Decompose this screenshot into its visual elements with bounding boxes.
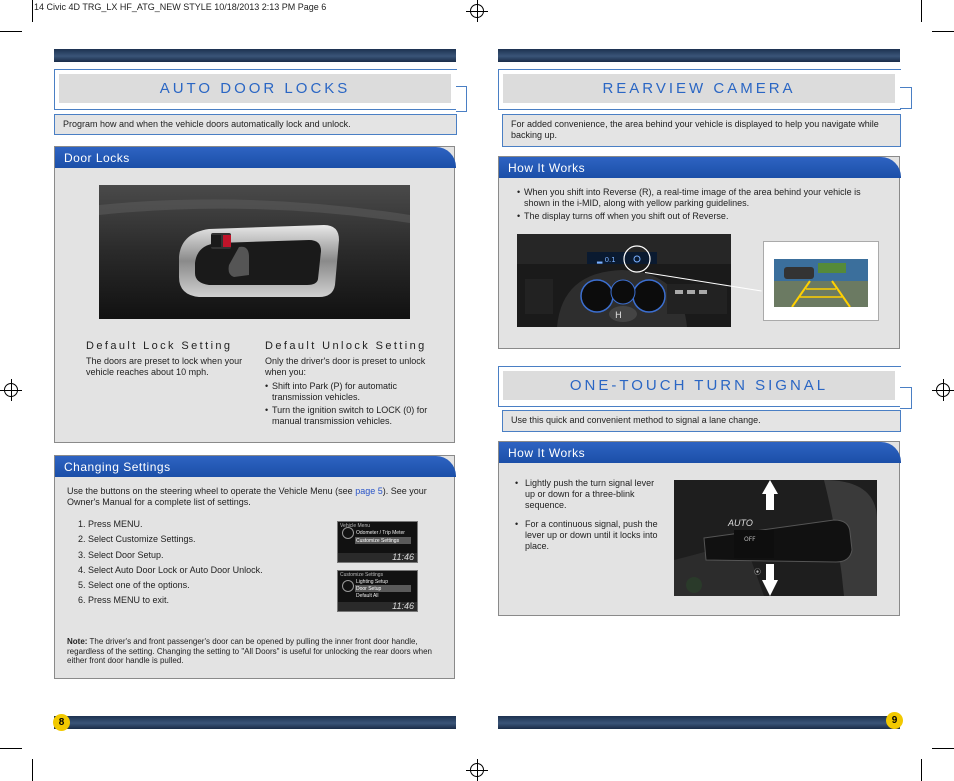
list-item: 1. Press MENU. <box>78 519 143 529</box>
registration-mark-icon <box>4 383 18 397</box>
menu-row: Odometer / Trip Meter <box>356 530 405 536</box>
list-item: • Turn the ignition switch to LOCK (0) for manual transmission vehicles. <box>265 405 443 427</box>
list-item: 2. Select Customize Settings. <box>78 534 196 545</box>
door-handle-image <box>99 185 410 319</box>
intro-text: ). See your Owner's Manual for a complete list of settings. <box>67 486 427 507</box>
svg-text:H: H <box>615 311 622 321</box>
section-camera-how-it-works <box>498 156 900 349</box>
page-title-one-touch-turn-signal: ONE-TOUCH TURN SIGNAL <box>503 371 895 400</box>
registration-mark-icon <box>936 383 950 397</box>
text-default-unlock: Only the driver's door is preset to unlock when you: <box>265 356 426 377</box>
section-heading-how-it-works: How It Works <box>499 157 901 178</box>
text-changing-intro <box>67 486 439 508</box>
list-item: • Lightly push the turn signal lever up or down for a three-blink sequence. <box>515 478 661 511</box>
camera-view-frame <box>763 241 879 321</box>
registration-mark-icon <box>470 4 484 18</box>
bottom-bar-left <box>54 716 456 729</box>
list-item: • Shift into Park (P) for automatic transmission vehicles. <box>265 381 443 403</box>
svg-text:OFF: OFF <box>744 536 756 543</box>
clock-readout: 11:46 <box>392 601 414 611</box>
page-title-rearview-camera: REARVIEW CAMERA <box>503 74 895 103</box>
page-number-8: 8 <box>53 714 70 731</box>
list-item: • When you shift into Reverse (R), a real-time image of the area behind your vehicle is shown in the i-MID, along with yellow parking guidelines. <box>517 187 889 209</box>
list-item: 5. Select one of the options. <box>78 580 190 591</box>
intro-text: Use the buttons on the steering wheel to operate the Vehicle Menu (see <box>67 486 356 496</box>
imid-screen-vehicle-menu <box>337 521 418 563</box>
menu-row: Default All <box>356 593 379 599</box>
print-slug: 14 Civic 4D TRG_LX HF_ATG_NEW STYLE 10/18/2013 2:13 PM Page 6 <box>34 2 327 12</box>
crop-mark <box>0 31 22 32</box>
turn-signal-image <box>674 480 877 596</box>
rear-camera-image <box>774 259 868 307</box>
registration-mark-icon <box>470 763 484 777</box>
menu-row-selected: Customize Settings <box>356 538 400 544</box>
crop-mark <box>932 31 954 32</box>
list-item: • For a continuous signal, push the lever up or down until it locks into place. <box>515 519 661 552</box>
crop-mark <box>32 759 33 781</box>
heading-default-lock-setting: Default Lock Setting <box>86 340 233 352</box>
title-tab-left <box>456 86 467 112</box>
bottom-bar-right <box>498 716 900 729</box>
text-default-lock: The doors are preset to lock when your vehicle reaches about 10 mph. <box>86 356 243 377</box>
camera-bullet-list <box>517 187 889 224</box>
selector-dial-icon <box>342 527 354 539</box>
list-item: 3. Select Door Setup. <box>78 549 164 560</box>
section-heading-changing-settings: Changing Settings <box>55 456 456 477</box>
steps-list <box>78 519 318 611</box>
svg-text:⦿: ⦿ <box>754 568 761 576</box>
section-heading-how-it-works: How It Works <box>499 442 901 463</box>
menu-row-selected: Door Setup <box>356 586 382 592</box>
section-heading-door-locks: Door Locks <box>55 147 456 168</box>
stalk-auto-label: AUTO <box>728 518 753 528</box>
screen-title: Vehicle Menu <box>340 523 371 529</box>
note-body: The driver's and front passenger's door can be opened by pulling the inner front door handle, regardless of the setting. Changing the setting to "All Doors" is useful for unlocking the rear doors when either front door handle is pulled. <box>67 637 432 665</box>
selector-dial-icon <box>342 580 354 592</box>
section-door-locks <box>54 146 455 443</box>
crop-mark <box>921 0 922 22</box>
imid-screen-customize-settings <box>337 570 418 612</box>
crop-mark <box>921 759 922 781</box>
crop-mark <box>32 0 33 22</box>
page-5-link[interactable]: page 5 <box>355 486 383 496</box>
unlock-bullet-list <box>265 381 443 429</box>
heading-default-unlock-setting: Default Unlock Setting <box>265 340 427 352</box>
crop-mark <box>0 748 22 749</box>
top-bar-right <box>498 49 900 62</box>
list-item: • The display turns off when you shift out of Reverse. <box>517 211 889 222</box>
screen-title: Customize Settings <box>340 572 384 578</box>
page-title-auto-door-locks: AUTO DOOR LOCKS <box>59 74 451 103</box>
section-signal-how-it-works <box>498 441 900 616</box>
crop-mark <box>932 748 954 749</box>
section-changing-settings <box>54 455 455 679</box>
top-bar-left <box>54 49 456 62</box>
page-number-9: 9 <box>886 712 903 729</box>
menu-row: Lighting Setup <box>356 579 388 585</box>
list-item: 6. Press MENU to exit. <box>78 595 170 606</box>
title-tab-signal <box>900 387 912 409</box>
signal-bullet-list <box>515 478 661 554</box>
list-item: 4. Select Auto Door Lock or Auto Door Unlock. <box>78 564 263 575</box>
intro-rearview-camera: For added convenience, the area behind your vehicle is displayed to help you navigate while backing up. <box>502 114 901 147</box>
intro-turn-signal: Use this quick and convenient method to signal a lane change. <box>502 410 901 432</box>
title-tab-camera <box>900 87 912 109</box>
clock-readout: 11:46 <box>392 552 414 562</box>
note-label: Note: <box>67 637 88 646</box>
svg-text:▂ 0.1: ▂ 0.1 <box>597 256 616 264</box>
note-text <box>67 637 443 666</box>
intro-auto-door-locks: Program how and when the vehicle doors automatically lock and unlock. <box>54 114 457 135</box>
